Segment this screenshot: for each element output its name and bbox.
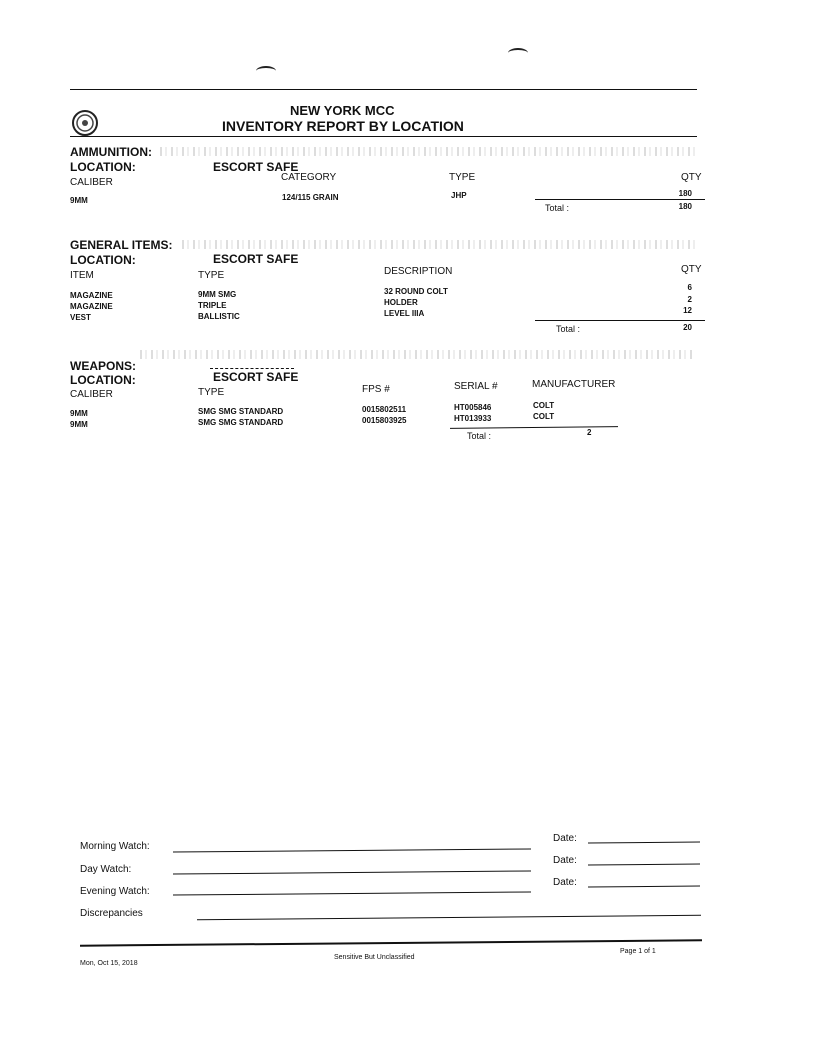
ammunition-qty: 180 <box>678 189 692 198</box>
evening-watch-line[interactable] <box>173 891 531 895</box>
general-items-qty: 6 <box>687 283 692 292</box>
general-items-description: HOLDER <box>384 298 418 307</box>
weapons-total-label: Total : <box>467 431 492 441</box>
weapons-location-rule <box>210 368 294 369</box>
footer-page-number: Page 1 of 1 <box>620 948 656 955</box>
general-items-col-item: ITEM <box>70 270 94 281</box>
ammunition-location-value: ESCORT SAFE <box>213 160 299 174</box>
weapons-col-serial: SERIAL # <box>454 381 498 392</box>
general-items-col-description: DESCRIPTION <box>384 266 453 277</box>
weapons-fps: 0015803925 <box>362 416 407 425</box>
ammunition-section-label: AMMUNITION: <box>70 145 152 159</box>
weapons-location-label: LOCATION: <box>70 373 136 387</box>
date-line-2[interactable] <box>588 864 700 866</box>
general-items-col-qty: QTY <box>681 264 702 275</box>
agency-seal-icon <box>72 110 98 136</box>
date-label-3: Date: <box>553 877 577 888</box>
top-rule <box>70 89 697 90</box>
date-line-3[interactable] <box>588 886 700 888</box>
general-items-total-value: 20 <box>683 323 692 332</box>
general-items-location-label: LOCATION: <box>70 253 136 267</box>
weapons-location-value: ESCORT SAFE <box>213 370 299 384</box>
evening-watch-label: Evening Watch: <box>80 886 150 897</box>
general-items-item: MAGAZINE <box>70 291 113 300</box>
general-items-description: LEVEL IIIA <box>384 309 425 318</box>
morning-watch-line[interactable] <box>173 848 531 852</box>
general-items-total-label: Total : <box>556 324 581 334</box>
general-items-type: TRIPLE <box>198 301 227 310</box>
general-items-type: BALLISTIC <box>198 312 240 321</box>
weapons-total-rule <box>450 426 618 429</box>
day-watch-line[interactable] <box>173 870 531 874</box>
ammunition-category: 124/115 GRAIN <box>282 193 339 202</box>
ammunition-total-rule <box>535 199 705 200</box>
weapons-caliber: 9MM <box>70 420 88 429</box>
header-rule <box>70 136 697 137</box>
discrepancies-label: Discrepancies <box>80 908 143 919</box>
weapons-section-label: WEAPONS: <box>70 359 136 373</box>
ammunition-total-value: 180 <box>678 202 692 211</box>
date-line-1[interactable] <box>588 842 700 844</box>
footer-rule <box>80 939 702 946</box>
date-label-2: Date: <box>553 855 577 866</box>
day-watch-label: Day Watch: <box>80 864 132 875</box>
weapons-total-value: 2 <box>587 428 592 437</box>
ammunition-type: JHP <box>451 191 467 200</box>
general-items-item: VEST <box>70 313 91 322</box>
report-title: INVENTORY REPORT BY LOCATION <box>222 118 464 134</box>
ammunition-location-label: LOCATION: <box>70 160 136 174</box>
weapons-serial: HT005846 <box>454 403 492 412</box>
general-items-total-rule <box>535 320 705 321</box>
punch-hole-left <box>256 66 276 76</box>
punch-hole-right <box>508 48 528 58</box>
weapons-serial: HT013933 <box>454 414 492 423</box>
weapons-col-manufacturer: MANUFACTURER <box>532 379 616 390</box>
date-label-1: Date: <box>553 833 577 844</box>
weapons-col-type: TYPE <box>198 387 225 398</box>
general-items-item: MAGAZINE <box>70 302 113 311</box>
discrepancies-line[interactable] <box>197 915 701 920</box>
general-items-type: 9MM SMG <box>198 290 237 299</box>
weapons-fps: 0015802511 <box>362 405 407 414</box>
footer-classification: Sensitive But Unclassified <box>334 954 415 961</box>
morning-watch-label: Morning Watch: <box>80 841 150 852</box>
general-items-col-type: TYPE <box>198 270 225 281</box>
weapons-col-caliber: CALIBER <box>70 389 113 400</box>
ammunition-col-qty: QTY <box>681 172 702 183</box>
ammunition-total-label: Total : <box>545 203 570 213</box>
ammunition-caliber: 9MM <box>70 196 88 205</box>
weapons-caliber: 9MM <box>70 409 88 418</box>
general-items-section-label: GENERAL ITEMS: <box>70 238 173 252</box>
general-items-description: 32 ROUND COLT <box>384 287 448 296</box>
scan-noise <box>160 147 695 156</box>
general-items-location-value: ESCORT SAFE <box>213 252 299 266</box>
scan-noise <box>182 240 695 249</box>
ammunition-col-caliber: CALIBER <box>70 177 113 188</box>
ammunition-col-type: TYPE <box>449 172 476 183</box>
weapons-col-fps: FPS # <box>362 384 390 395</box>
weapons-type: SMG SMG STANDARD <box>198 407 284 416</box>
weapons-manufacturer: COLT <box>533 401 555 410</box>
ammunition-col-category: CATEGORY <box>281 172 337 183</box>
scan-noise <box>140 350 695 359</box>
org-title: NEW YORK MCC <box>290 103 395 118</box>
weapons-type: SMG SMG STANDARD <box>198 418 284 427</box>
general-items-qty: 12 <box>683 306 692 315</box>
general-items-qty: 2 <box>687 295 692 304</box>
footer-date: Mon, Oct 15, 2018 <box>80 960 138 967</box>
weapons-manufacturer: COLT <box>533 412 555 421</box>
